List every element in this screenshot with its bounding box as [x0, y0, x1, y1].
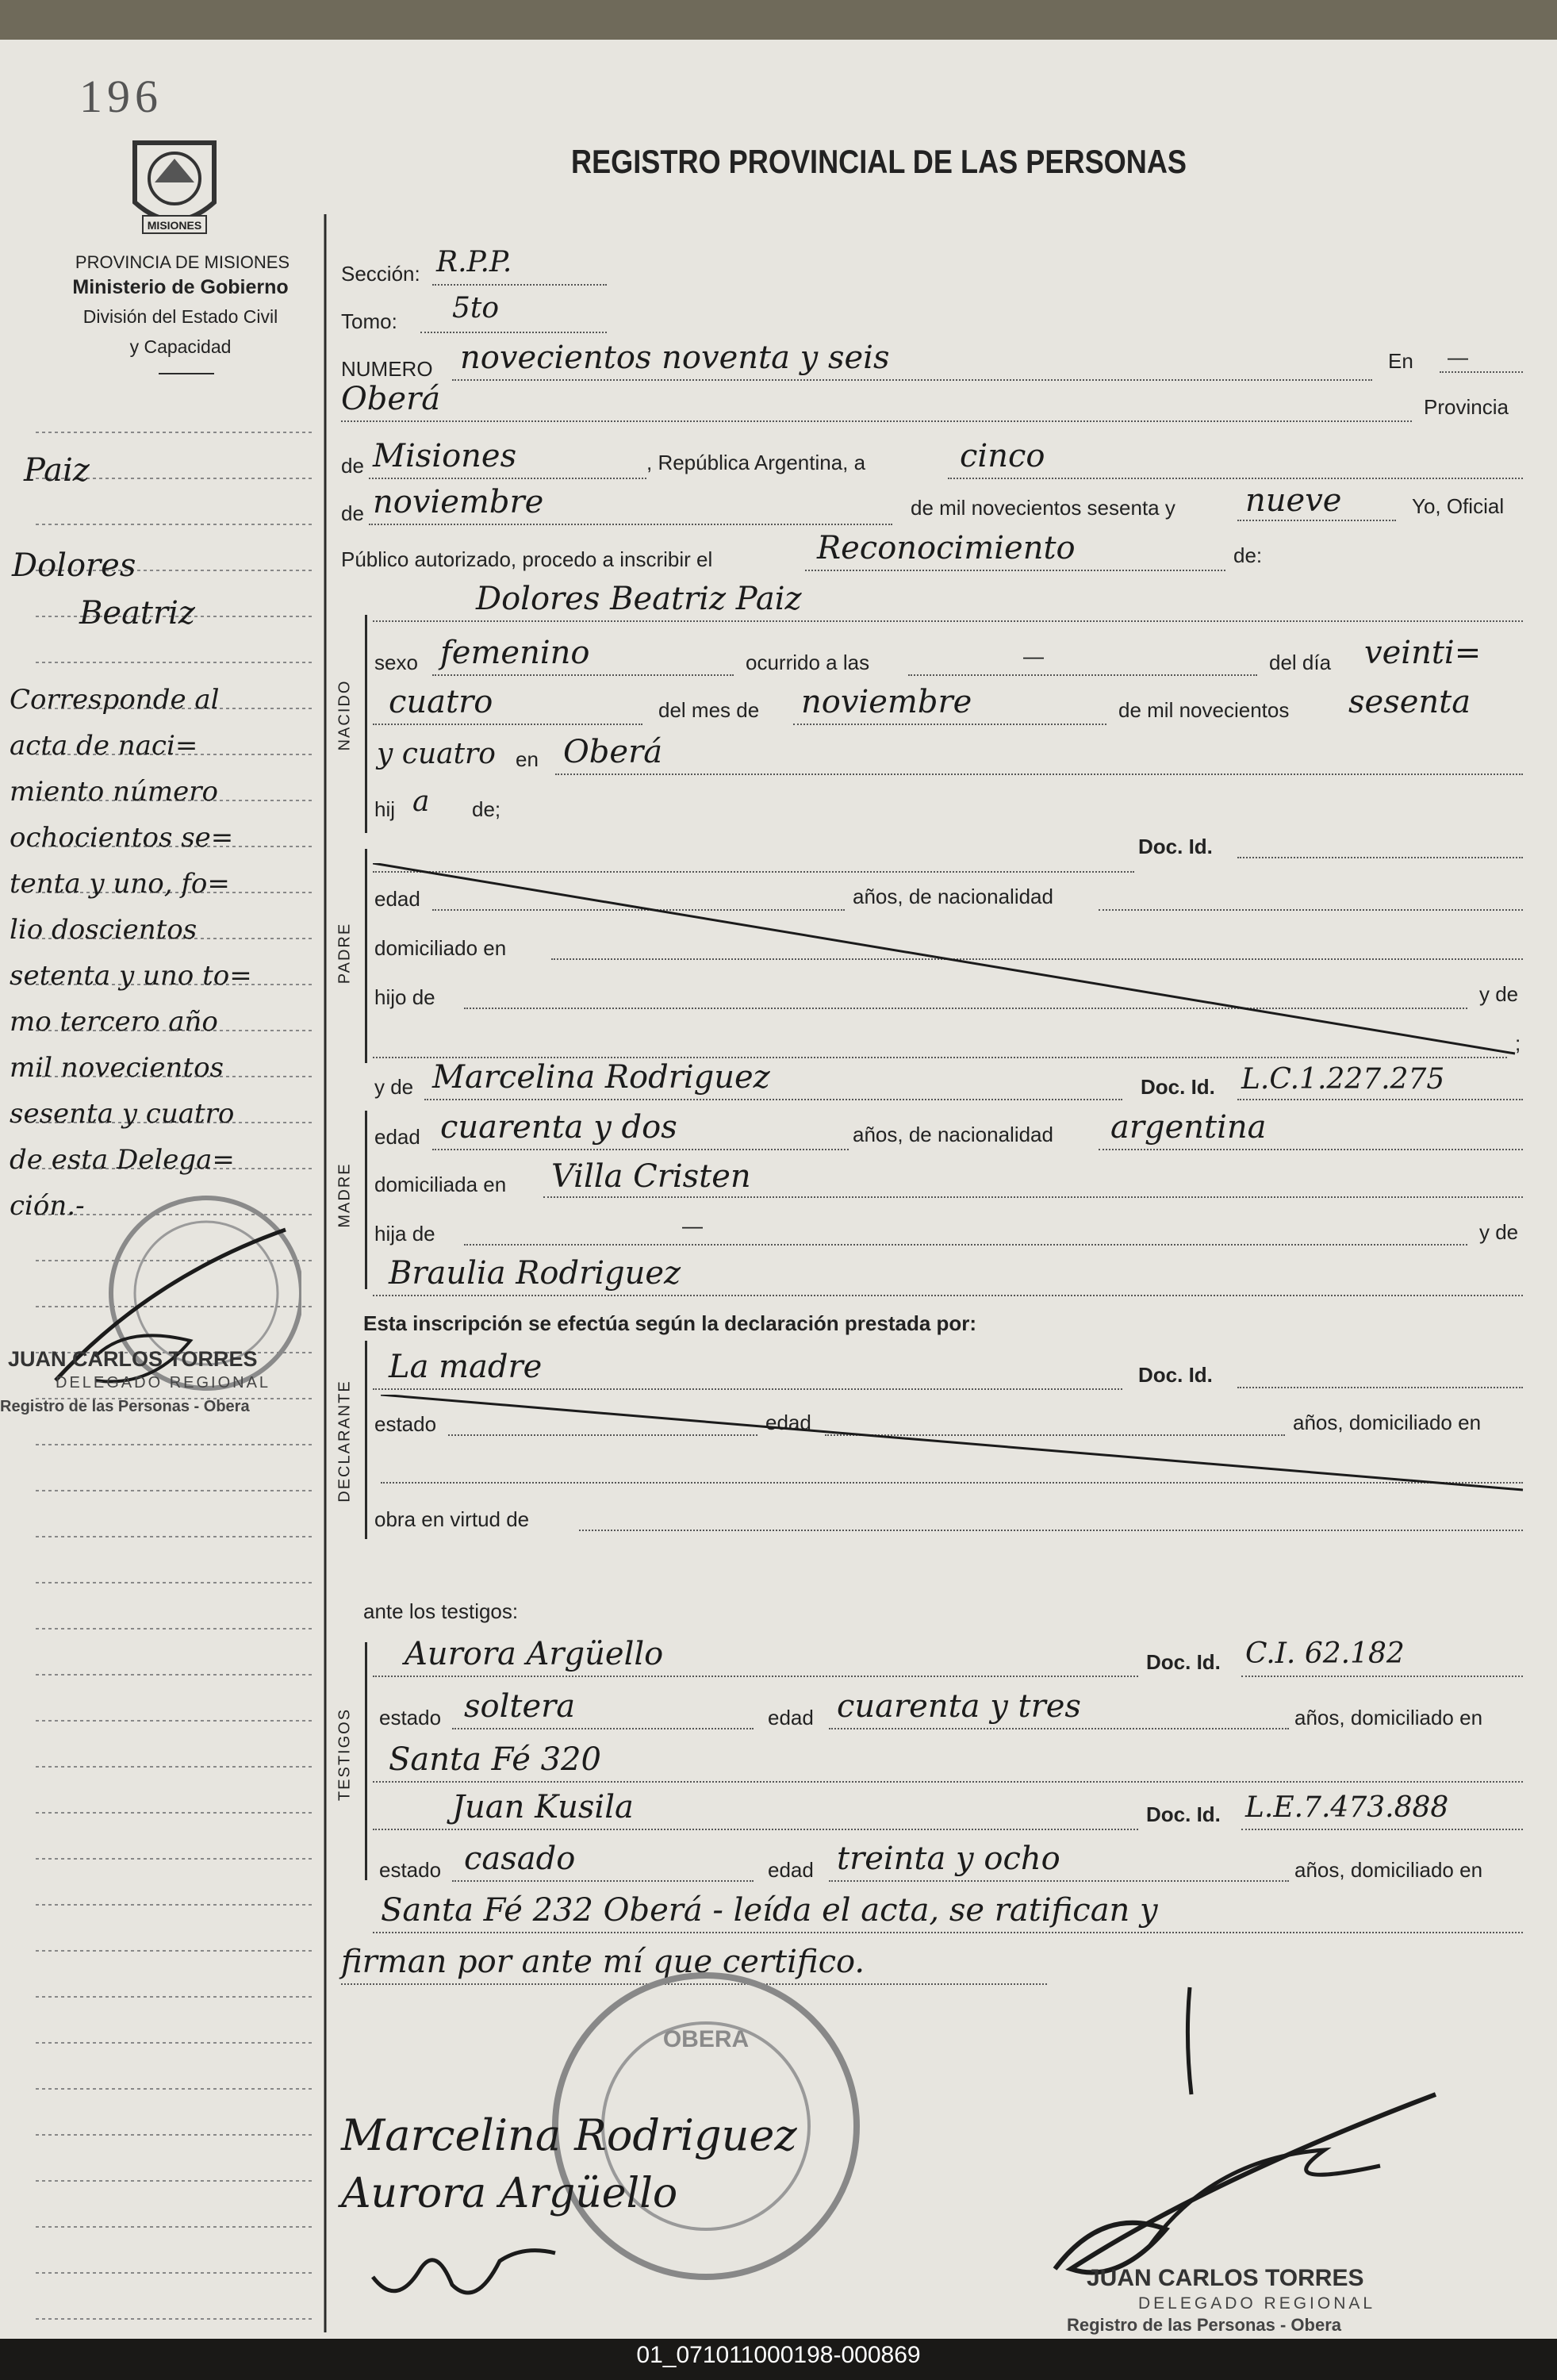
province-value: Misiones — [373, 438, 517, 474]
dia-line — [373, 724, 642, 725]
witness-1-doc-value: C.I. 62.182 — [1245, 1637, 1405, 1670]
office-line-4: y Capacidad — [129, 336, 232, 357]
subject-line — [373, 620, 1523, 622]
witness-1-edad-line — [829, 1728, 1289, 1729]
witness-2-address-line — [373, 1932, 1523, 1933]
madre-section-label: MADRE — [336, 1162, 354, 1228]
de-label-nacido: de; — [472, 797, 501, 821]
official-signature-icon — [1007, 2086, 1452, 2285]
margin-note-line: acta de naci= — [10, 730, 198, 762]
margin-official-title: DELEGADO REGIONAL — [56, 1374, 271, 1392]
seccion-value: R.P.P. — [436, 246, 512, 278]
witness-2-address: Santa Fé 232 Oberá - leída el acta, se ratifican y — [381, 1892, 1158, 1929]
margin-note-line: ochocientos se= — [10, 822, 234, 854]
nacido-section-label: NACIDO — [336, 679, 354, 751]
declarante-strike-line — [381, 1395, 1531, 1498]
month-value: noviembre — [373, 484, 544, 520]
margin-given-name-1: Dolores — [12, 547, 136, 584]
seccion-label: Sección: — [341, 262, 420, 286]
republica-label: , República Argentina, a — [646, 451, 866, 474]
witness-2-edad-line — [829, 1880, 1289, 1882]
madre-domicilio-line — [543, 1196, 1523, 1198]
tomo-line — [420, 332, 607, 333]
margin-note-line: mo tercero año — [10, 1006, 218, 1038]
madre-edad-label: edad — [374, 1125, 420, 1149]
office-line-2: Ministerio de Gobierno — [72, 276, 289, 298]
seal-banner-text: MISIONES — [147, 219, 202, 232]
ocurrido-value: — — [1023, 644, 1044, 668]
official-office: Registro de las Personas - Obera — [1067, 2315, 1342, 2335]
seccion-line — [432, 284, 607, 286]
witness-1-doc-label: Doc. Id. — [1146, 1650, 1221, 1674]
ocurrido-line — [908, 674, 1257, 676]
madre-name: Marcelina Rodriguez — [432, 1059, 770, 1096]
day-value: cinco — [960, 438, 1045, 474]
nacido-rule — [365, 615, 367, 833]
declarante-section-label: DECLARANTE — [336, 1380, 354, 1503]
place-line-nacido — [555, 774, 1523, 775]
subject-name: Dolores Beatriz Paiz — [476, 581, 802, 617]
official-title: DELEGADO REGIONAL — [1138, 2294, 1376, 2313]
madre-nacionalidad-value: argentina — [1110, 1109, 1267, 1146]
declarante-name-line — [373, 1388, 1122, 1390]
sheet-id: 01_071011000198-000869 — [636, 2342, 921, 2368]
madre-hija-label: hija de — [374, 1222, 435, 1246]
witness-2-doc-label: Doc. Id. — [1146, 1802, 1221, 1826]
madre-nacionalidad-line — [1099, 1149, 1523, 1150]
padre-hijo-label: hijo de — [374, 985, 435, 1009]
publico-label: Público autorizado, procedo a inscribir el — [341, 547, 713, 571]
province-seal-icon — [119, 127, 230, 246]
declarante-domiciliado-label: años, domiciliado en — [1293, 1411, 1482, 1434]
margin-note-line: setenta y uno to= — [10, 960, 252, 992]
padre-semicolon: ; — [1515, 1031, 1521, 1055]
padre-section-label: PADRE — [336, 922, 354, 985]
signature-marcelina: Marcelina Rodriguez — [341, 2110, 797, 2160]
document-title: REGISTRO PROVINCIAL DE LAS PERSONAS — [571, 143, 1187, 180]
margin-note-line: ción.- — [10, 1190, 85, 1222]
witness-1-doc-line — [1241, 1676, 1523, 1677]
sexo-value: femenino — [440, 635, 590, 671]
act-line — [805, 570, 1225, 571]
month-line — [369, 524, 892, 525]
witness-1-estado-value: soltera — [464, 1688, 576, 1725]
margin-note-line: Corresponde al — [10, 684, 220, 716]
place-value-nacido: Oberá — [563, 734, 663, 770]
padre-domiciliado-label: domiciliado en — [374, 936, 507, 960]
margin-given-name-2: Beatriz — [79, 595, 195, 631]
testigos-rule — [365, 1642, 367, 1880]
declarante-obra-label: obra en virtud de — [374, 1507, 530, 1531]
madre-edad-value: cuarenta y dos — [440, 1109, 677, 1146]
declarante-estado-label: estado — [374, 1412, 437, 1436]
tomo-value: 5to — [452, 292, 500, 324]
madre-hija-line — [464, 1244, 1467, 1246]
en-label-nacido: en — [516, 747, 539, 771]
provincia-label: Provincia — [1424, 395, 1509, 419]
madre-mother-line — [373, 1295, 1523, 1296]
place-line — [341, 420, 1412, 422]
padre-rule — [365, 849, 367, 1063]
declarante-doc-label: Doc. Id. — [1138, 1363, 1213, 1387]
witness-1-name-line — [373, 1676, 1138, 1677]
office-divider — [159, 373, 214, 374]
numero-value: novecientos noventa y seis — [460, 340, 890, 376]
mes-line — [793, 724, 1106, 725]
signature-tick-icon — [1182, 1983, 1198, 2102]
declarante-obra-line — [579, 1530, 1523, 1531]
margin-note-line: miento número — [10, 776, 218, 808]
closing-text: firman por ante mí que certifico. — [341, 1944, 865, 1980]
year-value-nacido: sesenta — [1348, 684, 1471, 720]
witness-2-edad-value: treinta y ocho — [837, 1841, 1060, 1877]
witness-2-doc-line — [1241, 1829, 1523, 1830]
declarante-doc-line — [1237, 1387, 1523, 1388]
de-colon-label: de: — [1233, 543, 1263, 567]
margin-note-line: lio doscientos — [10, 914, 198, 946]
numero-line — [452, 379, 1372, 381]
signature-aurora: Aurora Argüello — [341, 2170, 678, 2217]
witness-1-estado-line — [452, 1728, 754, 1729]
margin-official-office: Registro de las Personas - Obera — [0, 1398, 250, 1415]
madre-y-de-label: y de — [374, 1075, 414, 1099]
margin-note-line: tenta y uno, fo= — [10, 868, 230, 900]
sexo-label: sexo — [374, 651, 418, 674]
witness-1-address: Santa Fé 320 — [389, 1741, 601, 1778]
mes-value: noviembre — [801, 684, 972, 720]
witness-2-domiciliado-label: años, domiciliado en — [1294, 1858, 1483, 1882]
margin-note-line: de esta Delega= — [10, 1144, 235, 1176]
witness-2-doc-value: L.E.7.473.888 — [1245, 1791, 1449, 1824]
en-line — [1440, 371, 1523, 373]
sexo-line — [432, 674, 734, 676]
witness-2-name: Juan Kusila — [452, 1789, 634, 1825]
en-label: En — [1388, 349, 1413, 373]
madre-hija-value: — — [682, 1214, 703, 1238]
margin-note-line: mil novecientos — [10, 1052, 224, 1084]
stamp-text: OBERA — [662, 2026, 750, 2052]
madre-doc-label: Doc. Id. — [1141, 1075, 1215, 1099]
ocurrido-label: ocurrido a las — [746, 651, 870, 674]
del-dia-label: del día — [1269, 651, 1332, 674]
official-name: JUAN CARLOS TORRES — [1087, 2265, 1364, 2291]
de-label-2: de — [341, 501, 364, 525]
mil-label: de mil novecientos sesenta y — [911, 496, 1175, 520]
hij-label: hij — [374, 797, 396, 821]
witness-2-name-line — [373, 1829, 1138, 1830]
declarante-name: La madre — [389, 1349, 543, 1385]
declarante-rule — [365, 1341, 367, 1539]
padre-doc-label: Doc. Id. — [1138, 835, 1213, 858]
de-label: de — [341, 454, 364, 478]
witness-1-edad-label: edad — [768, 1706, 814, 1729]
witness-1-domiciliado-label: años, domiciliado en — [1294, 1706, 1483, 1729]
madre-doc-value: L.C.1.227.275 — [1241, 1063, 1445, 1096]
yo-label: Yo, Oficial — [1412, 494, 1505, 518]
madre-doc-line — [1237, 1099, 1523, 1100]
witness-2-edad-label: edad — [768, 1858, 814, 1882]
signature-juan-kusila-icon — [365, 2229, 571, 2317]
witness-1-name: Aurora Argüello — [405, 1636, 664, 1672]
office-line-3: División del Estado Civil — [82, 306, 278, 327]
padre-nacionalidad-label: años, de nacionalidad — [853, 885, 1053, 908]
madre-name-line — [424, 1099, 1122, 1100]
padre-y-de-label: y de — [1479, 982, 1519, 1006]
madre-y-de-label-2: y de — [1479, 1220, 1519, 1244]
dia-value: veinti= — [1364, 635, 1482, 671]
margin-official-name: JUAN CARLOS TORRES — [8, 1347, 258, 1371]
en-value: — — [1448, 345, 1468, 369]
madre-nacionalidad-label: años, de nacionalidad — [853, 1123, 1053, 1146]
year-value-nacido-2: y cuatro — [377, 738, 496, 770]
year-value: nueve — [1245, 482, 1342, 519]
place-value: Oberá — [341, 381, 441, 417]
testigos-intro: ante los testigos: — [363, 1599, 519, 1623]
padre-strike-line — [373, 863, 1531, 1061]
dia-value-2: cuatro — [389, 684, 493, 720]
padre-doc-line — [1237, 857, 1523, 858]
padre-edad-label: edad — [374, 887, 420, 911]
act-value: Reconocimiento — [817, 530, 1076, 566]
numero-label: NUMERO — [341, 357, 433, 381]
madre-mother-value: Braulia Rodriguez — [389, 1255, 681, 1292]
madre-domicilio-value: Villa Cristen — [551, 1158, 751, 1195]
tomo-label: Tomo: — [341, 309, 397, 333]
madre-edad-line — [432, 1149, 849, 1150]
witness-2-estado-label: estado — [379, 1858, 442, 1882]
witness-1-address-line — [373, 1781, 1523, 1783]
witness-1-estado-label: estado — [379, 1706, 442, 1729]
madre-domiciliada-label: domiciliada en — [374, 1173, 507, 1196]
mes-label: del mes de — [658, 698, 760, 722]
province-line — [369, 478, 646, 479]
office-line-1: PROVINCIA DE MISIONES — [75, 252, 290, 272]
hij-value: a — [412, 785, 430, 818]
witness-2-estado-value: casado — [464, 1841, 576, 1877]
day-line — [948, 478, 1523, 479]
mil-label-nacido: de mil novecientos — [1118, 698, 1290, 722]
margin-surname: Paiz — [24, 452, 90, 489]
madre-rule — [365, 1111, 367, 1289]
witness-2-estado-line — [452, 1880, 754, 1882]
testigos-section-label: TESTIGOS — [336, 1707, 354, 1802]
declarante-edad-label: edad — [765, 1411, 811, 1434]
witness-1-edad-value: cuarenta y tres — [837, 1688, 1081, 1725]
margin-note-line: sesenta y cuatro — [10, 1098, 235, 1130]
year-line — [1237, 520, 1396, 521]
declarante-intro: Esta inscripción se efectúa según la declaración prestada por: — [363, 1311, 977, 1335]
page-number: 196 — [79, 71, 163, 122]
